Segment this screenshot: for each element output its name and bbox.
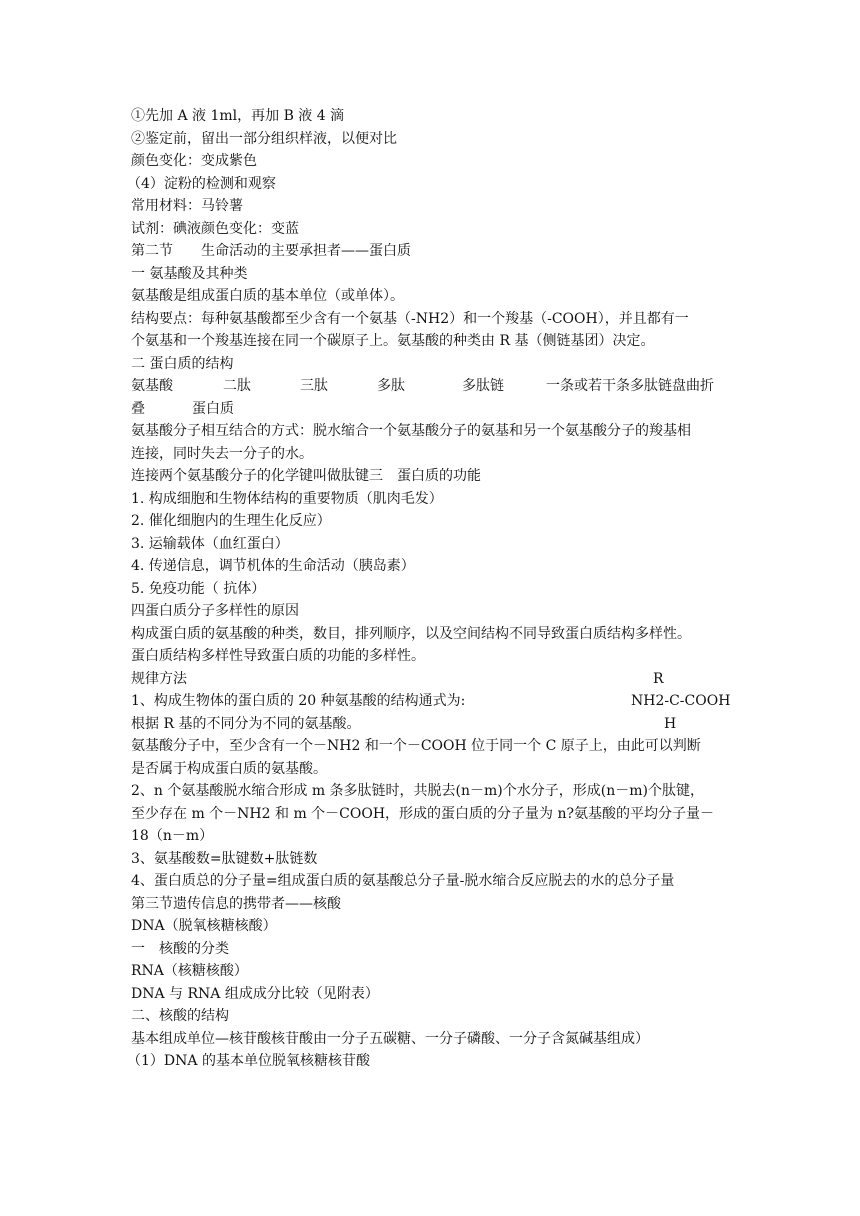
text-line: （1）DNA 的基本单位脱氧核糖核苷酸 [127, 1053, 370, 1069]
text-line: （4）淀粉的检测和观察 [127, 175, 276, 192]
text-line: ②鉴定前，留出一部分组织样液，以便对比 [131, 130, 397, 147]
formula-r: R [653, 670, 664, 687]
text-line: 至少存在 m 个－NH2 和 m 个－COOH，形成的蛋白质的分子量为 n?氨基酸的平均分子量－ [131, 805, 715, 822]
text-line: 颜色变化：变成紫色 [131, 153, 257, 169]
subsection-heading: 二、核酸的结构 [131, 1008, 229, 1024]
subsection-heading: 四蛋白质分子多样性的原因 [131, 603, 299, 619]
list-item: 2. 催化细胞内的生理生化反应） [131, 513, 331, 529]
subsection-heading: 一 氨基酸及其种类 [131, 265, 248, 282]
text-line: 结构要点：每种氨基酸都至少含有一个氨基（-NH2）和一个羧基（-COOH），并且都有一 [131, 310, 689, 327]
text-line: 2、n 个氨基酸脱水缩合形成 m 条多肽链时，共脱去(n－m)个水分子，形成(n－m)个肽键， [131, 783, 704, 799]
list-item: 1. 构成细胞和生物体结构的重要物质（肌肉毛发） [131, 490, 443, 507]
structure-item: 多肽链 [462, 378, 504, 394]
structure-item: 三肽 [300, 378, 328, 394]
structure-item: 氨基酸 [131, 378, 173, 394]
section-heading: 第二节 生命活动的主要承担者——蛋白质 [131, 243, 411, 259]
text-line: 氨基酸分子中，至少含有一个－NH2 和一个－COOH 位于同一个 C 原子上，由此可以判断 [131, 738, 701, 754]
structure-row-continuation [131, 398, 731, 421]
structure-item: 蛋白质 [192, 400, 234, 417]
text-line: 4、蛋白质总的分子量=组成蛋白质的氨基酸总分子量-脱水缩合反应脱去的水的总分子量 [131, 873, 675, 889]
section-heading: 第三节遗传信息的携带者——核酸 [131, 895, 341, 912]
text-line: 氨基酸是组成蛋白质的基本单位（或单体）。 [131, 288, 404, 304]
text-line: DNA 与 RNA 组成成分比较（见附表） [131, 985, 379, 1002]
structure-item: 一条或若干条多肽链盘曲折 [546, 378, 714, 394]
method-label: 规律方法 [131, 670, 187, 687]
subsection-heading: 二 蛋白质的结构 [131, 355, 234, 372]
text-line: RNA（核糖核酸） [131, 963, 248, 979]
formula-h: H [664, 715, 677, 732]
text-line: 3、氨基酸数=肽键数+肽链数 [131, 850, 318, 867]
text-line: 基本组成单位—核苷酸核苷酸由一分子五碳糖、一分子磷酸、一分子含氮碱基组成） [131, 1030, 649, 1047]
structure-item: 二肽 [223, 378, 251, 394]
text-line: 根据 R 基的不同分为不同的氨基酸。 [131, 715, 361, 732]
text-line: 蛋白质结构多样性导致蛋白质的功能的多样性。 [131, 648, 425, 664]
structure-item: 多肽 [377, 378, 405, 394]
text-line: 是否属于构成蛋白质的氨基酸。 [131, 760, 327, 777]
subsection-heading: 一 核酸的分类 [131, 940, 229, 957]
text-line: DNA（脱氧核糖核酸） [131, 918, 277, 934]
text-line: 氨基酸分子相互结合的方式：脱水缩合一个氨基酸分子的氨基和另一个氨基酸分子的羧基相 [131, 423, 691, 439]
text-line: 1、构成生物体的蛋白质的 20 种氨基酸的结构通式为: [131, 693, 466, 709]
text-line: 个氨基和一个羧基连接在同一个碳原子上。氨基酸的种类由 R 基（侧链基团）决定。 [131, 333, 655, 349]
text-line: 常用材料：马铃薯 [131, 198, 243, 214]
structure-row [131, 375, 731, 398]
text-line: ①先加 A 液 1ml，再加 B 液 4 滴 [131, 108, 345, 124]
list-item: 5. 免疫功能（ 抗体） [131, 580, 266, 597]
text-line: 连接，同时失去一分子的水。 [131, 445, 313, 462]
text-line: 18（n－m） [131, 828, 214, 844]
text-line: 构成蛋白质的氨基酸的种类，数目，排列顺序，以及空间结构不同导致蛋白质结构多样性。 [131, 625, 691, 642]
text-line: 连接两个氨基酸分子的化学键叫做肽键三 蛋白质的功能 [131, 468, 481, 484]
list-item: 4. 传递信息，调节机体的生命活动（胰岛素） [131, 558, 415, 574]
list-item: 3. 运输载体（血红蛋白） [131, 535, 289, 552]
formula-middle: NH2-C-COOH [631, 693, 731, 709]
text-line: 试剂：碘液颜色变化：变蓝 [131, 220, 299, 237]
structure-item: 叠 [131, 400, 145, 417]
